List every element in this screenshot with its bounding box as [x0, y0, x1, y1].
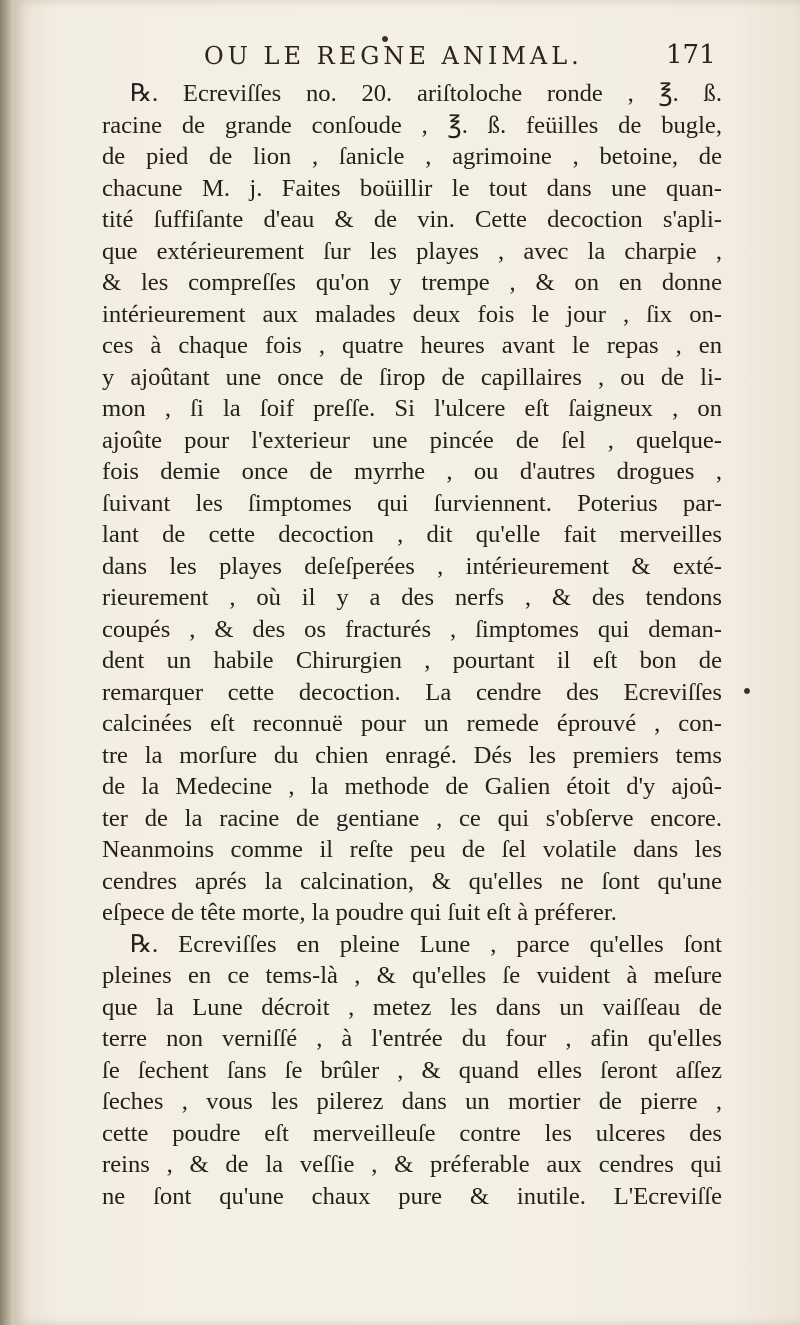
book-gutter	[0, 0, 14, 1325]
text-line: terre non verniſſé , à l'entrée du four , afin qu'elles	[102, 1025, 722, 1052]
text-line: ſe ſechent ſans ſe brûler , & quand elles ſeront aſſez	[102, 1056, 722, 1084]
text-line: rieurement , où il y a des nerfs , & des tendons	[102, 584, 722, 611]
text-line: tité ſuffiſante d'eau & de vin. Cette decoction s'apli-	[102, 206, 722, 233]
text-line: que extérieurement ſur les playes , avec la charpie ,	[102, 237, 722, 265]
text-line: mon , ſi la ſoif preſſe. Si l'ulcere eſt ſaigneux , on	[102, 395, 722, 422]
text-line: pleines en ce tems-là , & qu'elles ſe vuident à meſure	[102, 962, 722, 989]
running-head: OU LE REGNE ANIMAL.	[204, 42, 583, 70]
page-header	[204, 42, 800, 82]
text-line: chacune M. j. Faites boüillir le tout dans une quan-	[102, 174, 722, 202]
text-line: & les compreſſes qu'on y trempe , & on en donne	[102, 269, 722, 296]
text-line: cendres aprés la calcination, & qu'elles ne ſont qu'une	[102, 867, 722, 895]
text-line: calcinées eſt reconnuë pour un remede éprouvé , con-	[102, 710, 722, 737]
text-line: reins , & de la veſſie , & préferable aux cendres qui	[102, 1151, 722, 1178]
page-number: 171	[666, 40, 716, 70]
text-line: ne ſont qu'une chaux pure & inutile. L'Ecreviſſe	[102, 1182, 722, 1210]
text-line: ajoûte pour l'exterieur une pincée de ſel , quelque-	[102, 426, 722, 454]
text-line: dent un habile Chirurgien , pourtant il eſt bon de	[102, 647, 722, 674]
text-line: dans les playes deſeſperées , intérieurement & exté-	[102, 552, 722, 580]
text-line: eſpece de tête morte, la poudre qui ſuit eſt à préferer.	[102, 899, 617, 926]
text-line: ces à chaque fois , quatre heures avant le repas , en	[102, 332, 722, 359]
text-line: de la Medecine , la methode de Galien étoit d'y ajoû-	[102, 773, 722, 800]
text-line: ℞. Ecreviſſes en pleine Lune , parce qu'elles ſont	[130, 930, 722, 958]
text-line: racine de grande conſoude , ℥. ß. feüilles de bugle,	[102, 111, 722, 139]
text-line: ſeches , vous les pilerez dans un mortier de pierre ,	[102, 1088, 722, 1115]
text-line: lant de cette decoction , dit qu'elle fait merveilles	[102, 521, 722, 548]
text-line: y ajoûtant une once de ſirop de capillaires , ou de li-	[102, 363, 722, 391]
text-line: coupés , & des os fracturés , ſimptomes qui deman-	[102, 615, 722, 643]
text-line: ſuivant les ſimptomes qui ſurviennent. Poterius par-	[102, 489, 722, 517]
text-line: remarquer cette decoction. La cendre des Ecreviſſes	[102, 678, 722, 706]
book-page	[14, 0, 800, 1325]
text-line: de pied de lion , ſanicle , agrimoine , betoine, de	[102, 143, 722, 170]
text-line: tre la morſure du chien enragé. Dés les premiers tems	[102, 741, 722, 769]
ink-speck	[744, 688, 750, 694]
text-line: cette poudre eſt merveilleuſe contre les ulceres des	[102, 1119, 722, 1147]
body-text	[102, 78, 722, 1212]
text-line: intérieurement aux malades deux fois le jour , ſix on-	[102, 300, 722, 328]
text-line: que la Lune décroit , metez les dans un vaiſſeau de	[102, 993, 722, 1021]
text-line: Neanmoins comme il reſte peu de ſel volatile dans les	[102, 836, 722, 863]
text-line: ter de la racine de gentiane , ce qui s'obſerve encore.	[102, 804, 722, 832]
text-line: ℞. Ecreviſſes no. 20. ariſtoloche ronde , ℥. ß.	[130, 80, 722, 107]
ink-speck	[382, 36, 388, 42]
text-line: fois demie once de myrrhe , ou d'autres drogues ,	[102, 458, 722, 485]
